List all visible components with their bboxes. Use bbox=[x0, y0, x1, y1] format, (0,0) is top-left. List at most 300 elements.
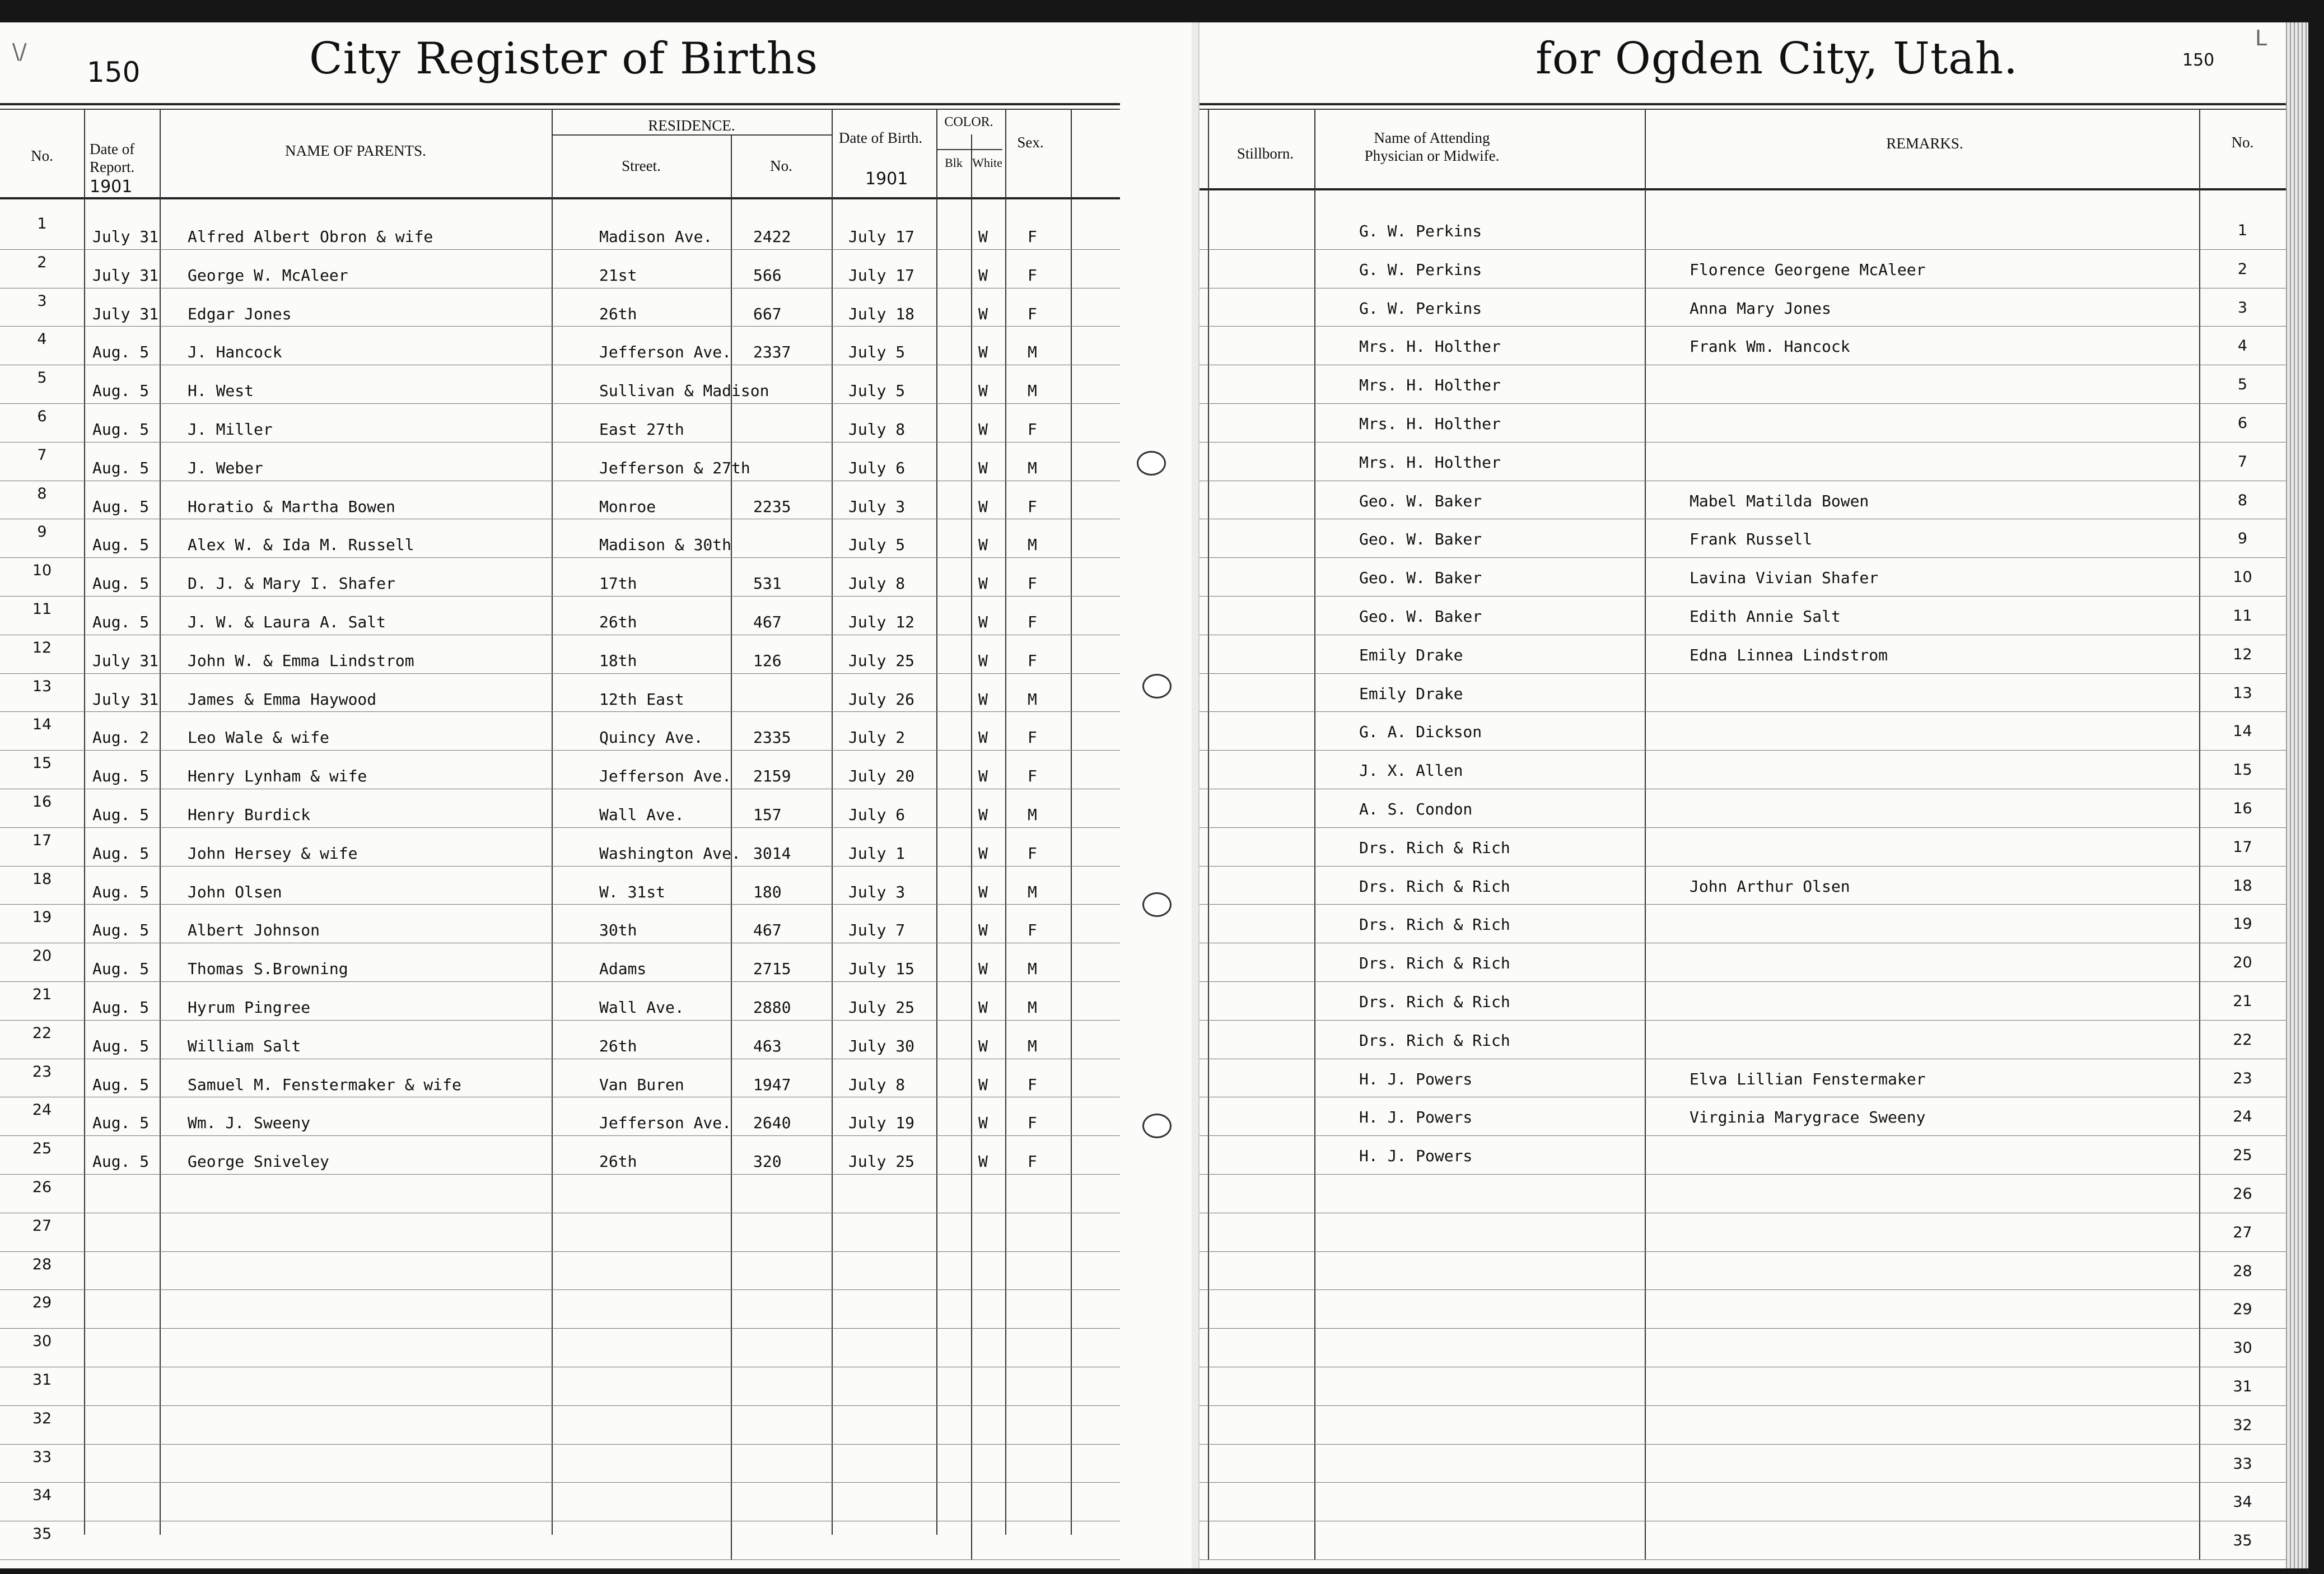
row-rule bbox=[1200, 827, 2286, 828]
row-rule bbox=[0, 904, 1120, 905]
row-number-right: 12 bbox=[2233, 645, 2252, 663]
birth-date-cell: July 25 bbox=[848, 651, 915, 670]
physician-cell: J. X. Allen bbox=[1359, 761, 1463, 780]
row-number: 2 bbox=[37, 253, 47, 271]
row-number: 30 bbox=[32, 1333, 52, 1351]
row-number: 20 bbox=[32, 947, 52, 965]
house-number-cell: 467 bbox=[753, 921, 782, 940]
report-date-cell: Aug. 5 bbox=[92, 1152, 150, 1171]
row-number-right: 3 bbox=[2237, 299, 2248, 316]
birth-date-cell: July 8 bbox=[848, 574, 906, 593]
header-rule-top bbox=[0, 103, 1120, 105]
birth-date-cell: July 17 bbox=[848, 266, 915, 285]
parents-name-cell: Henry Burdick bbox=[188, 805, 311, 824]
color-cell: W bbox=[978, 1075, 988, 1094]
birth-date-cell: July 3 bbox=[848, 882, 906, 901]
parents-name-cell: Thomas S.Browning bbox=[188, 960, 348, 979]
color-cell: W bbox=[978, 960, 988, 979]
row-number-right: 4 bbox=[2237, 337, 2248, 355]
physician-cell: A. S. Condon bbox=[1359, 800, 1473, 818]
physician-cell: G. W. Perkins bbox=[1359, 299, 1482, 318]
color-cell: W bbox=[978, 420, 988, 439]
row-number: 3 bbox=[37, 292, 47, 310]
row-number-right: 5 bbox=[2237, 376, 2248, 394]
report-date-cell: Aug. 5 bbox=[92, 497, 150, 516]
sex-cell: M bbox=[1028, 690, 1037, 709]
col-header-color: COLOR. bbox=[944, 115, 993, 129]
left-page-number: 150 bbox=[87, 56, 141, 89]
physician-cell: Drs. Rich & Rich bbox=[1359, 954, 1510, 973]
row-number: 9 bbox=[37, 523, 47, 541]
house-number-cell: 2159 bbox=[753, 767, 791, 786]
remarks-cell: Anna Mary Jones bbox=[1690, 299, 1831, 318]
row-rule bbox=[0, 1444, 1120, 1445]
sex-cell: M bbox=[1028, 998, 1037, 1017]
report-date-cell: Aug. 5 bbox=[92, 381, 150, 401]
physician-cell: Emily Drake bbox=[1359, 645, 1463, 664]
column-rule bbox=[1208, 110, 1209, 1559]
physician-cell: Emily Drake bbox=[1359, 684, 1463, 703]
remarks-cell: Edith Annie Salt bbox=[1690, 607, 1841, 626]
parents-name-cell: Edgar Jones bbox=[188, 304, 292, 323]
birth-date-cell: July 8 bbox=[848, 1075, 906, 1094]
row-rule bbox=[0, 442, 1120, 443]
column-rule bbox=[1071, 110, 1072, 1535]
house-number-cell: 2335 bbox=[753, 728, 791, 747]
row-number: 13 bbox=[32, 677, 52, 695]
row-number-right: 14 bbox=[2233, 723, 2252, 741]
birth-date-cell: July 18 bbox=[848, 304, 915, 323]
row-number-right: 13 bbox=[2233, 684, 2252, 702]
street-cell: Quincy Ave. bbox=[599, 728, 703, 747]
row-rule bbox=[0, 866, 1120, 867]
col-header-white: White bbox=[972, 156, 1002, 170]
birth-date-cell: July 1 bbox=[848, 844, 906, 863]
physician-cell: Geo. W. Baker bbox=[1359, 491, 1482, 510]
physician-cell: Drs. Rich & Rich bbox=[1359, 993, 1510, 1011]
col-header-remarks: REMARKS. bbox=[1886, 135, 1963, 152]
sex-cell: F bbox=[1028, 420, 1037, 439]
report-date-cell: July 31 bbox=[92, 651, 159, 670]
house-number-cell: 3014 bbox=[753, 844, 791, 863]
color-cell: W bbox=[978, 1036, 988, 1055]
row-number: 4 bbox=[37, 330, 47, 348]
color-cell: W bbox=[978, 613, 988, 631]
sex-cell: M bbox=[1028, 882, 1037, 901]
column-rule bbox=[84, 110, 85, 1535]
col-header-date-of-report: Date of Report. bbox=[90, 141, 135, 175]
row-rule bbox=[1200, 1251, 2286, 1252]
house-number-cell: 667 bbox=[753, 304, 782, 323]
row-number: 14 bbox=[32, 716, 52, 734]
birth-date-cell: July 6 bbox=[848, 458, 906, 477]
register-title-right: for Ogden City, Utah. bbox=[1536, 34, 2018, 84]
row-number-right: 22 bbox=[2233, 1031, 2252, 1049]
row-number: 17 bbox=[32, 831, 52, 849]
street-cell: Sullivan & Madison bbox=[599, 381, 769, 401]
row-number-right: 28 bbox=[2233, 1262, 2252, 1280]
row-number-right: 9 bbox=[2237, 530, 2248, 548]
row-rule bbox=[0, 557, 1120, 558]
row-number: 16 bbox=[32, 793, 52, 811]
row-rule bbox=[0, 1289, 1120, 1290]
row-rule bbox=[0, 981, 1120, 982]
sex-cell: F bbox=[1028, 1075, 1037, 1094]
row-rule bbox=[0, 1174, 1120, 1175]
row-number-right: 20 bbox=[2233, 954, 2252, 972]
report-date-cell: July 31 bbox=[92, 266, 159, 285]
row-number-right: 34 bbox=[2233, 1493, 2252, 1511]
sex-cell: F bbox=[1028, 266, 1037, 285]
col-header-physician: Name of Attending Physician or Midwife. bbox=[1364, 129, 1500, 164]
remarks-cell: Virginia Marygrace Sweeny bbox=[1690, 1108, 1926, 1127]
row-number-right: 19 bbox=[2233, 915, 2252, 933]
remarks-cell: Elva Lillian Fenstermaker bbox=[1690, 1069, 1926, 1088]
register-title-left: City Register of Births bbox=[309, 34, 818, 84]
row-rule bbox=[1200, 904, 2286, 905]
row-rule bbox=[1200, 1444, 2286, 1445]
birth-year: 1901 bbox=[865, 169, 908, 189]
street-cell: Wall Ave. bbox=[599, 805, 684, 824]
row-rule bbox=[1200, 326, 2286, 327]
physician-cell: H. J. Powers bbox=[1359, 1069, 1473, 1088]
row-rule bbox=[1200, 1020, 2286, 1021]
birth-date-cell: July 7 bbox=[848, 921, 906, 940]
sex-cell: F bbox=[1028, 497, 1037, 516]
row-rule bbox=[1200, 673, 2286, 674]
sex-cell: M bbox=[1028, 805, 1037, 824]
row-rule bbox=[0, 596, 1120, 597]
column-rule bbox=[971, 134, 972, 1559]
parents-name-cell: Horatio & Martha Bowen bbox=[188, 497, 395, 516]
row-number: 21 bbox=[32, 986, 52, 1003]
birth-date-cell: July 5 bbox=[848, 381, 906, 401]
sex-cell: F bbox=[1028, 844, 1037, 863]
report-date-cell: Aug. 5 bbox=[92, 458, 150, 477]
column-rule bbox=[936, 110, 937, 1535]
color-cell: W bbox=[978, 304, 988, 323]
row-number-right: 6 bbox=[2237, 415, 2248, 432]
street-cell: Jefferson Ave. bbox=[599, 767, 732, 786]
row-rule bbox=[0, 1251, 1120, 1252]
house-number-cell: 1947 bbox=[753, 1075, 791, 1094]
left-register-page bbox=[0, 22, 1198, 1568]
birth-date-cell: July 8 bbox=[848, 420, 906, 439]
row-number-right: 27 bbox=[2233, 1223, 2252, 1241]
binder-hole bbox=[1142, 892, 1172, 917]
report-date-cell: Aug. 5 bbox=[92, 1075, 150, 1094]
row-rule bbox=[0, 326, 1120, 327]
color-cell: W bbox=[978, 381, 988, 401]
row-number: 29 bbox=[32, 1294, 52, 1312]
row-number-right: 29 bbox=[2233, 1301, 2252, 1319]
report-date-cell: July 31 bbox=[92, 227, 159, 246]
col-header-stillborn: Stillborn. bbox=[1236, 145, 1294, 162]
house-number-cell: 566 bbox=[753, 266, 782, 285]
remarks-cell: Florence Georgene McAleer bbox=[1690, 260, 1926, 279]
row-rule bbox=[1200, 711, 2286, 712]
row-number: 15 bbox=[32, 755, 52, 772]
row-number-right: 23 bbox=[2233, 1069, 2252, 1087]
sex-cell: F bbox=[1028, 574, 1037, 593]
row-rule bbox=[1200, 442, 2286, 443]
header-rule-bottom bbox=[0, 197, 1120, 199]
column-rule bbox=[832, 110, 833, 1535]
row-rule bbox=[0, 1020, 1120, 1021]
report-date-cell: Aug. 5 bbox=[92, 882, 150, 901]
house-number-cell: 2235 bbox=[753, 497, 791, 516]
color-cell: W bbox=[978, 574, 988, 593]
house-number-cell: 467 bbox=[753, 613, 782, 631]
parents-name-cell: George W. McAleer bbox=[188, 266, 348, 285]
row-rule bbox=[1200, 866, 2286, 867]
house-number-cell: 2880 bbox=[753, 998, 791, 1017]
parents-name-cell: J. Weber bbox=[188, 458, 263, 477]
col-header-residence-number: No. bbox=[770, 157, 792, 174]
col-header-no-right: No. bbox=[2231, 134, 2254, 151]
street-cell: Wall Ave. bbox=[599, 998, 684, 1017]
house-number-cell: 2422 bbox=[753, 227, 791, 246]
report-date-cell: Aug. 5 bbox=[92, 1114, 150, 1133]
birth-date-cell: July 2 bbox=[848, 728, 906, 747]
street-cell: Jefferson & 27th bbox=[599, 458, 750, 477]
street-cell: 17th bbox=[599, 574, 637, 593]
row-number: 27 bbox=[32, 1217, 52, 1235]
physician-cell: Mrs. H. Holther bbox=[1359, 415, 1501, 433]
column-rule bbox=[160, 110, 161, 1535]
row-number: 5 bbox=[37, 369, 47, 387]
street-cell: Jefferson Ave. bbox=[599, 343, 732, 362]
physician-cell: Geo. W. Baker bbox=[1359, 530, 1482, 549]
birth-date-cell: July 3 bbox=[848, 497, 906, 516]
row-rule bbox=[0, 403, 1120, 404]
birth-date-cell: July 15 bbox=[848, 960, 915, 979]
report-date-cell: July 31 bbox=[92, 690, 159, 709]
birth-date-cell: July 30 bbox=[848, 1036, 915, 1055]
report-date-cell: Aug. 5 bbox=[92, 420, 150, 439]
sex-cell: M bbox=[1028, 960, 1037, 979]
color-cell: W bbox=[978, 227, 988, 246]
parents-name-cell: J. W. & Laura A. Salt bbox=[188, 613, 386, 631]
parents-name-cell: James & Emma Haywood bbox=[188, 690, 377, 709]
parents-name-cell: D. J. & Mary I. Shafer bbox=[188, 574, 395, 593]
color-cell: W bbox=[978, 1114, 988, 1133]
row-number-right: 2 bbox=[2237, 260, 2248, 278]
color-cell: W bbox=[978, 882, 988, 901]
row-rule bbox=[1200, 1135, 2286, 1136]
parents-name-cell: Albert Johnson bbox=[188, 921, 320, 940]
birth-date-cell: July 5 bbox=[848, 535, 906, 555]
row-number: 1 bbox=[37, 215, 47, 232]
sex-cell: M bbox=[1028, 535, 1037, 555]
street-cell: 26th bbox=[599, 1036, 637, 1055]
color-cell: W bbox=[978, 266, 988, 285]
row-rule bbox=[0, 827, 1120, 828]
parents-name-cell: Henry Lynham & wife bbox=[188, 767, 367, 786]
parents-name-cell: Samuel M. Fenstermaker & wife bbox=[188, 1075, 461, 1094]
row-number: 33 bbox=[32, 1448, 52, 1466]
sex-cell: F bbox=[1028, 227, 1037, 246]
column-rule bbox=[1314, 110, 1315, 1559]
birth-date-cell: July 20 bbox=[848, 767, 915, 786]
street-cell: Monroe bbox=[599, 497, 656, 516]
parents-name-cell: J. Miller bbox=[188, 420, 273, 439]
row-rule bbox=[1200, 1482, 2286, 1483]
color-cell: W bbox=[978, 497, 988, 516]
sex-cell: M bbox=[1028, 381, 1037, 401]
col-header-sex: Sex. bbox=[1017, 134, 1044, 151]
parents-name-cell: John Olsen bbox=[188, 882, 282, 901]
physician-cell: Drs. Rich & Rich bbox=[1359, 838, 1510, 857]
house-number-cell: 2715 bbox=[753, 960, 791, 979]
color-cell: W bbox=[978, 844, 988, 863]
birth-date-cell: July 6 bbox=[848, 805, 906, 824]
sex-cell: F bbox=[1028, 1152, 1037, 1171]
remarks-cell: Mabel Matilda Bowen bbox=[1690, 491, 1869, 510]
row-rule bbox=[0, 1135, 1120, 1136]
row-number: 32 bbox=[32, 1409, 52, 1427]
birth-date-cell: July 17 bbox=[848, 227, 915, 246]
row-number: 12 bbox=[32, 639, 52, 656]
report-date-cell: Aug. 5 bbox=[92, 1036, 150, 1055]
binder-hole bbox=[1142, 1114, 1172, 1138]
report-date-cell: Aug. 5 bbox=[92, 805, 150, 824]
parents-name-cell: Wm. J. Sweeny bbox=[188, 1114, 311, 1133]
row-rule bbox=[1200, 596, 2286, 597]
col-header-name-of-parents: NAME OF PARENTS. bbox=[285, 142, 426, 159]
col-header-street: Street. bbox=[622, 157, 661, 174]
street-cell: Van Buren bbox=[599, 1075, 684, 1094]
binder-hole bbox=[1137, 451, 1166, 476]
row-number: 19 bbox=[32, 909, 52, 926]
sex-cell: F bbox=[1028, 921, 1037, 940]
remarks-cell: Frank Wm. Hancock bbox=[1690, 337, 1850, 356]
street-cell: Madison Ave. bbox=[599, 227, 713, 246]
birth-date-cell: July 26 bbox=[848, 690, 915, 709]
row-number: 18 bbox=[32, 870, 52, 888]
color-cell: W bbox=[978, 728, 988, 747]
row-rule bbox=[1200, 1328, 2286, 1329]
row-number-right: 17 bbox=[2233, 838, 2252, 856]
physician-cell: Mrs. H. Holther bbox=[1359, 376, 1501, 395]
row-rule bbox=[1200, 403, 2286, 404]
street-cell: Jefferson Ave. bbox=[599, 1114, 732, 1133]
house-number-cell: 126 bbox=[753, 651, 782, 670]
col-header-blk: Blk bbox=[945, 156, 963, 170]
physician-cell: H. J. Powers bbox=[1359, 1147, 1473, 1166]
parents-name-cell: Alfred Albert Obron & wife bbox=[188, 227, 433, 246]
header-rule-second bbox=[0, 109, 1120, 110]
birth-date-cell: July 12 bbox=[848, 613, 915, 631]
color-cell: W bbox=[978, 343, 988, 362]
physician-cell: G. W. Perkins bbox=[1359, 222, 1482, 240]
row-number-right: 15 bbox=[2233, 761, 2252, 779]
row-number-right: 18 bbox=[2233, 877, 2252, 895]
remarks-cell: Lavina Vivian Shafer bbox=[1690, 569, 1879, 588]
street-cell: 26th bbox=[599, 613, 637, 631]
remarks-cell: Frank Russell bbox=[1690, 530, 1813, 549]
row-number-right: 32 bbox=[2233, 1416, 2252, 1434]
row-number-right: 21 bbox=[2233, 993, 2252, 1010]
row-number: 24 bbox=[32, 1101, 52, 1119]
col-header-residence: RESIDENCE. bbox=[648, 117, 735, 134]
street-cell: W. 31st bbox=[599, 882, 666, 901]
physician-cell: Mrs. H. Holther bbox=[1359, 337, 1501, 356]
row-rule bbox=[0, 249, 1120, 250]
parents-name-cell: J. Hancock bbox=[188, 343, 282, 362]
report-date-cell: Aug. 5 bbox=[92, 574, 150, 593]
row-number-right: 30 bbox=[2233, 1339, 2252, 1357]
right-register-page bbox=[1198, 22, 2308, 1568]
physician-cell: Drs. Rich & Rich bbox=[1359, 877, 1510, 896]
report-date-cell: Aug. 5 bbox=[92, 921, 150, 940]
sex-cell: F bbox=[1028, 613, 1037, 631]
parents-name-cell: John W. & Emma Lindstrom bbox=[188, 651, 414, 670]
physician-cell: Drs. Rich & Rich bbox=[1359, 1031, 1510, 1050]
row-number-right: 8 bbox=[2237, 491, 2248, 509]
report-date-cell: Aug. 5 bbox=[92, 767, 150, 786]
row-number: 34 bbox=[32, 1487, 52, 1505]
sex-cell: F bbox=[1028, 728, 1037, 747]
row-number: 31 bbox=[32, 1371, 52, 1389]
parents-name-cell: George Sniveley bbox=[188, 1152, 329, 1171]
row-number: 10 bbox=[32, 562, 52, 580]
birth-date-cell: July 19 bbox=[848, 1114, 915, 1133]
color-cell: W bbox=[978, 1152, 988, 1171]
row-rule bbox=[0, 1328, 1120, 1329]
column-rule bbox=[1005, 110, 1006, 1535]
row-rule bbox=[0, 750, 1120, 751]
color-cell: W bbox=[978, 998, 988, 1017]
row-number: 23 bbox=[32, 1063, 52, 1081]
page-gutter-shade bbox=[1192, 22, 1198, 1568]
residence-subrule bbox=[552, 134, 832, 136]
street-cell: 21st bbox=[599, 266, 637, 285]
house-number-cell: 2337 bbox=[753, 343, 791, 362]
color-cell: W bbox=[978, 690, 988, 709]
parents-name-cell: Alex W. & Ida M. Russell bbox=[188, 535, 414, 555]
row-number-right: 35 bbox=[2233, 1532, 2252, 1550]
physician-cell: Geo. W. Baker bbox=[1359, 607, 1482, 626]
corner-mark: L bbox=[2255, 26, 2267, 50]
street-cell: East 27th bbox=[599, 420, 684, 439]
street-cell: Washington Ave. bbox=[599, 844, 741, 863]
street-cell: 26th bbox=[599, 1152, 637, 1171]
page-stack-edge bbox=[2286, 22, 2308, 1568]
row-rule bbox=[0, 673, 1120, 674]
right-page-number: 150 bbox=[2182, 50, 2215, 70]
row-number-right: 11 bbox=[2233, 607, 2252, 625]
color-cell: W bbox=[978, 651, 988, 670]
sex-cell: M bbox=[1028, 458, 1037, 477]
physician-cell: Mrs. H. Holther bbox=[1359, 453, 1501, 472]
remarks-cell: Edna Linnea Lindstrom bbox=[1690, 645, 1888, 664]
color-cell: W bbox=[978, 458, 988, 477]
row-rule bbox=[1200, 557, 2286, 558]
report-date-cell: Aug. 5 bbox=[92, 535, 150, 555]
report-date-cell: Aug. 2 bbox=[92, 728, 150, 747]
header-rule-bottom-right bbox=[1200, 188, 2286, 190]
sex-cell: F bbox=[1028, 767, 1037, 786]
sex-cell: M bbox=[1028, 343, 1037, 362]
street-cell: Adams bbox=[599, 960, 647, 979]
row-number: 22 bbox=[32, 1024, 52, 1042]
sex-cell: F bbox=[1028, 1114, 1037, 1133]
row-rule bbox=[0, 1405, 1120, 1406]
report-date-cell: Aug. 5 bbox=[92, 960, 150, 979]
row-number-right: 31 bbox=[2233, 1378, 2252, 1395]
house-number-cell: 531 bbox=[753, 574, 782, 593]
